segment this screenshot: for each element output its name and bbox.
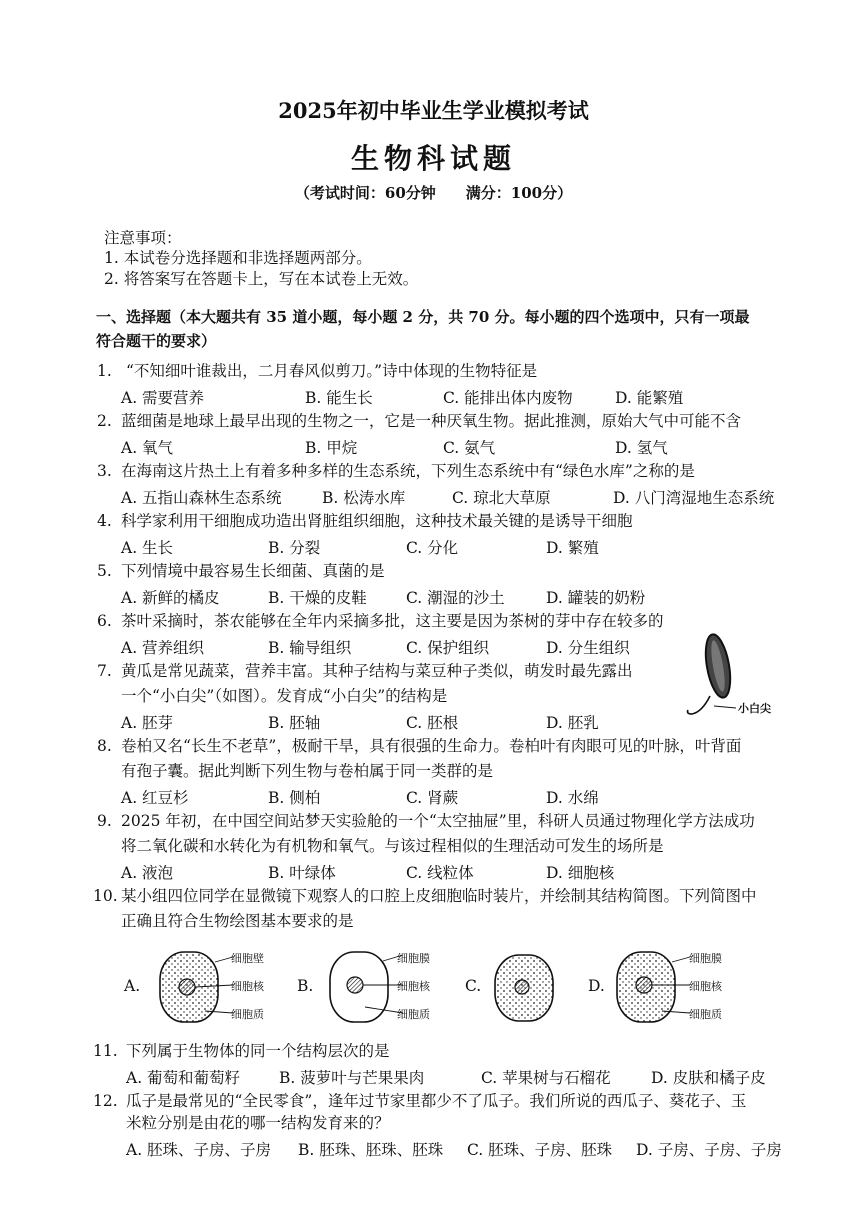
note-item: 2. 将答案写在答题卡上，写在本试卷上无效。 (104, 270, 419, 288)
cucumber-seed-figure (680, 628, 790, 723)
question-stem: 卷柏又名“长生不老草”，极耐干旱，具有很强的生命力。卷柏叶有肉眼可见的叶脉，叶背面 (121, 737, 742, 755)
cell-diagram-d (612, 947, 692, 1029)
label-nucleus: 细胞核 (231, 980, 264, 993)
option-d: D. 繁殖 (546, 539, 599, 557)
question-number: 9. (97, 812, 112, 830)
diagram-letter-c: C. (465, 977, 482, 995)
question-number: 3. (97, 462, 112, 480)
question-stem: 在海南这片热土上有着多种多样的生态系统，下列生态系统中有“绿色水库”之称的是 (121, 462, 695, 480)
option-b: B. 干燥的皮鞋 (268, 589, 367, 607)
question-stem: 茶叶采摘时，茶农能够在全年内采摘多批，这主要是因为茶树的芽中存在较多的 (121, 612, 664, 630)
subject-title: 生物科试题 (350, 142, 516, 175)
question-number: 12. (93, 1092, 118, 1110)
question-stem-cont: 有孢子囊。据此判断下列生物与卷柏属于同一类群的是 (121, 762, 494, 780)
option-a: A. 生长 (121, 539, 174, 557)
option-d: D. 水绵 (546, 789, 599, 807)
option-a: A. 葡萄和葡萄籽 (126, 1069, 241, 1087)
cell-diagram-c (490, 947, 560, 1029)
option-d: D. 分生组织 (546, 639, 630, 657)
label-nucleus: 细胞核 (397, 980, 430, 993)
option-a: A. 新鲜的橘皮 (121, 589, 220, 607)
option-b: B. 叶绿体 (268, 864, 336, 882)
question-number: 8. (97, 737, 112, 755)
question-number: 11. (93, 1042, 118, 1060)
question-stem-cont: 米粒分别是由花的哪一结构发育来的？ (126, 1114, 390, 1132)
question-stem-cont: 正确且符合生物绘图基本要求的是 (121, 912, 354, 930)
label-cytoplasm: 细胞质 (689, 1008, 722, 1021)
diagram-letter-d: D. (588, 977, 605, 995)
option-d: D. 氢气 (615, 439, 668, 457)
question-stem: 下列情境中最容易生长细菌、真菌的是 (121, 562, 385, 580)
option-c: C. 琼北大草原 (452, 489, 551, 507)
option-d: D. 胚乳 (546, 714, 599, 732)
note-item: 1. 本试卷分选择题和非选择题两部分。 (104, 249, 372, 267)
question-stem-cont: 将二氧化碳和水转化为有机物和氧气。与该过程相似的生理活动可发生的场所是 (121, 837, 664, 855)
label-cytoplasm: 细胞质 (397, 1008, 430, 1021)
section-heading-cont: 符合题干的要求） (96, 332, 217, 350)
question-number: 7. (97, 662, 112, 680)
option-d: D. 能繁殖 (615, 389, 684, 407)
question-stem: 蓝细菌是地球上最早出现的生物之一，它是一种厌氧生物。据此推测，原始大气中可能不含 (121, 412, 742, 430)
option-b: B. 松涛水库 (322, 489, 406, 507)
question-stem: 2025 年初，在中国空间站梦天实验舱的一个“太空抽屉”里，科研人员通过物理化学方法成功 (121, 812, 755, 830)
option-d: D. 罐装的奶粉 (546, 589, 646, 607)
cell-diagram-a (155, 947, 235, 1029)
exam-info: （考试时间：60分钟 满分：100分） (294, 184, 573, 202)
option-a: A. 胚芽 (121, 714, 174, 732)
question-stem: 科学家利用干细胞成功造出肾脏组织细胞，这种技术最关键的是诱导干细胞 (121, 512, 633, 530)
label-cell-wall: 细胞壁 (231, 952, 264, 965)
option-d: D. 子房、子房、子房 (636, 1141, 782, 1159)
option-a: A. 胚珠、子房、子房 (126, 1141, 272, 1159)
option-d: D. 八门湾湿地生态系统 (613, 489, 775, 507)
option-c: C. 保护组织 (406, 639, 490, 657)
option-d: D. 皮肤和橘子皮 (651, 1069, 766, 1087)
option-b: B. 菠萝叶与芒果果肉 (279, 1069, 425, 1087)
option-b: B. 胚珠、胚珠、胚珠 (298, 1141, 444, 1159)
option-c: C. 肾蕨 (406, 789, 459, 807)
option-a: A. 红豆杉 (121, 789, 189, 807)
option-d: D. 细胞核 (546, 864, 615, 882)
option-c: C. 分化 (406, 539, 459, 557)
question-stem: “不知细叶谁裁出，二月春风似剪刀。”诗中体现的生物特征是 (126, 362, 538, 380)
question-number: 2. (97, 412, 112, 430)
option-c: C. 氨气 (443, 439, 496, 457)
question-stem: 下列属于生物体的同一个结构层次的是 (126, 1042, 390, 1060)
option-b: B. 侧柏 (268, 789, 321, 807)
notes-title: 注意事项： (104, 229, 182, 247)
option-a: A. 营养组织 (121, 639, 205, 657)
option-b: B. 胚轴 (268, 714, 321, 732)
diagram-letter-a: A. (124, 977, 141, 995)
seed-tip-label: 小白尖 (738, 702, 771, 715)
question-stem: 黄瓜是常见蔬菜，营养丰富。其种子结构与菜豆种子类似，萌发时最先露出 (121, 662, 633, 680)
option-c: C. 胚珠、子房、胚珠 (467, 1141, 613, 1159)
question-number: 4. (97, 512, 112, 530)
cell-diagram-b (325, 947, 405, 1029)
label-cell-membrane: 细胞膜 (689, 952, 722, 965)
option-c: C. 潮湿的沙土 (406, 589, 505, 607)
option-c: C. 苹果树与石榴花 (481, 1069, 611, 1087)
question-number: 1. (97, 362, 112, 380)
option-b: B. 输导组织 (268, 639, 352, 657)
option-a: A. 五指山森林生态系统 (121, 489, 282, 507)
option-c: C. 能排出体内废物 (443, 389, 573, 407)
option-c: C. 线粒体 (406, 864, 474, 882)
question-number: 5. (97, 562, 112, 580)
label-nucleus: 细胞核 (689, 980, 722, 993)
question-stem-cont: 一个“小白尖”（如图）。发育成“小白尖”的结构是 (121, 687, 448, 705)
option-b: B. 甲烷 (305, 439, 358, 457)
diagram-letter-b: B. (297, 977, 314, 995)
option-b: B. 分裂 (268, 539, 321, 557)
label-cell-membrane: 细胞膜 (397, 952, 430, 965)
option-a: A. 液泡 (121, 864, 174, 882)
label-cytoplasm: 细胞质 (231, 1008, 264, 1021)
option-a: A. 氧气 (121, 439, 174, 457)
exam-title: 2025年初中毕业生学业模拟考试 (278, 98, 589, 123)
option-c: C. 胚根 (406, 714, 459, 732)
question-stem: 某小组四位同学在显微镜下观察人的口腔上皮细胞临时装片，并绘制其结构简图。下列简图中 (121, 887, 757, 905)
section-heading: 一、选择题（本大题共有 35 道小题，每小题 2 分，共 70 分。每小题的四个选项中，只有一项最 (96, 308, 750, 326)
option-a: A. 需要营养 (121, 389, 205, 407)
question-number: 6. (97, 612, 112, 630)
option-b: B. 能生长 (305, 389, 373, 407)
question-number: 10. (93, 887, 118, 905)
question-stem: 瓜子是最常见的“全民零食”，逢年过节家里都少不了瓜子。我们所说的西瓜子、葵花子、玉 (126, 1092, 747, 1110)
